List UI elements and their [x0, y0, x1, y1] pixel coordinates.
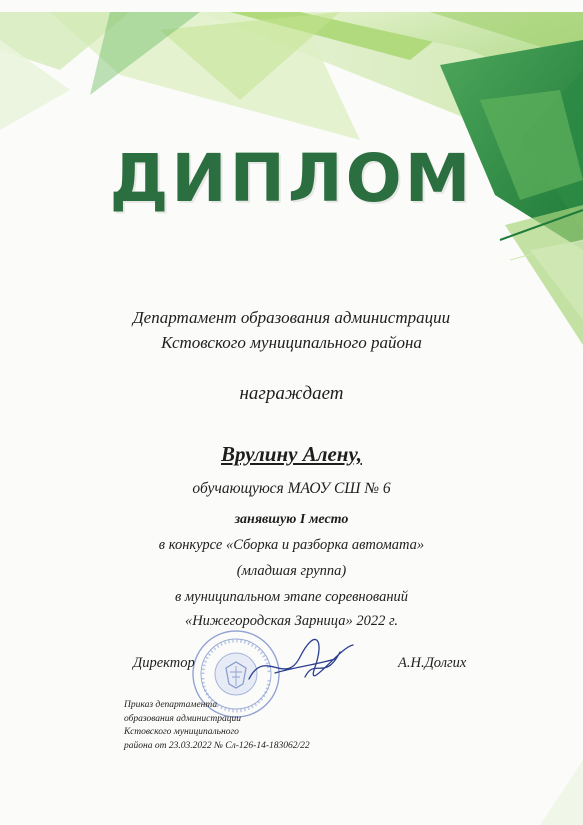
diploma-title: ДИПЛОМ	[109, 140, 474, 217]
recipient-name: Врулину Алену,	[221, 442, 362, 466]
order-line-3: Кстовского муниципального	[124, 727, 239, 737]
director-signature	[245, 637, 357, 689]
signature-name: А.Н.Долгих	[398, 655, 467, 671]
place-text: занявшую I место	[234, 512, 349, 527]
order-line-2: образования администрации	[124, 713, 241, 724]
student-of-text: обучающуюся МАОУ СШ № 6	[192, 480, 391, 497]
issuer-line-1: Департамент образования администрации	[132, 308, 451, 327]
contest-text: в конкурсе «Сборка и разборка автомата»	[158, 537, 425, 553]
issuer-line-2: Кстовского муниципального района	[161, 333, 422, 352]
order-reference	[124, 699, 310, 753]
event-text: «Нижегородская Зарница» 2022 г.	[184, 613, 399, 629]
stage-text: в муниципальном этапе соревнований	[174, 589, 409, 605]
group-text: (младшая группа)	[236, 563, 347, 579]
issuer-organization	[0, 305, 583, 355]
order-line-4: района от 23.03.2022 № Сл-126-14-183062/22	[124, 740, 310, 751]
order-line-1: Приказ департамента	[124, 700, 218, 710]
awards-text: награждает	[239, 383, 344, 404]
signature-title: Директор	[133, 655, 195, 671]
